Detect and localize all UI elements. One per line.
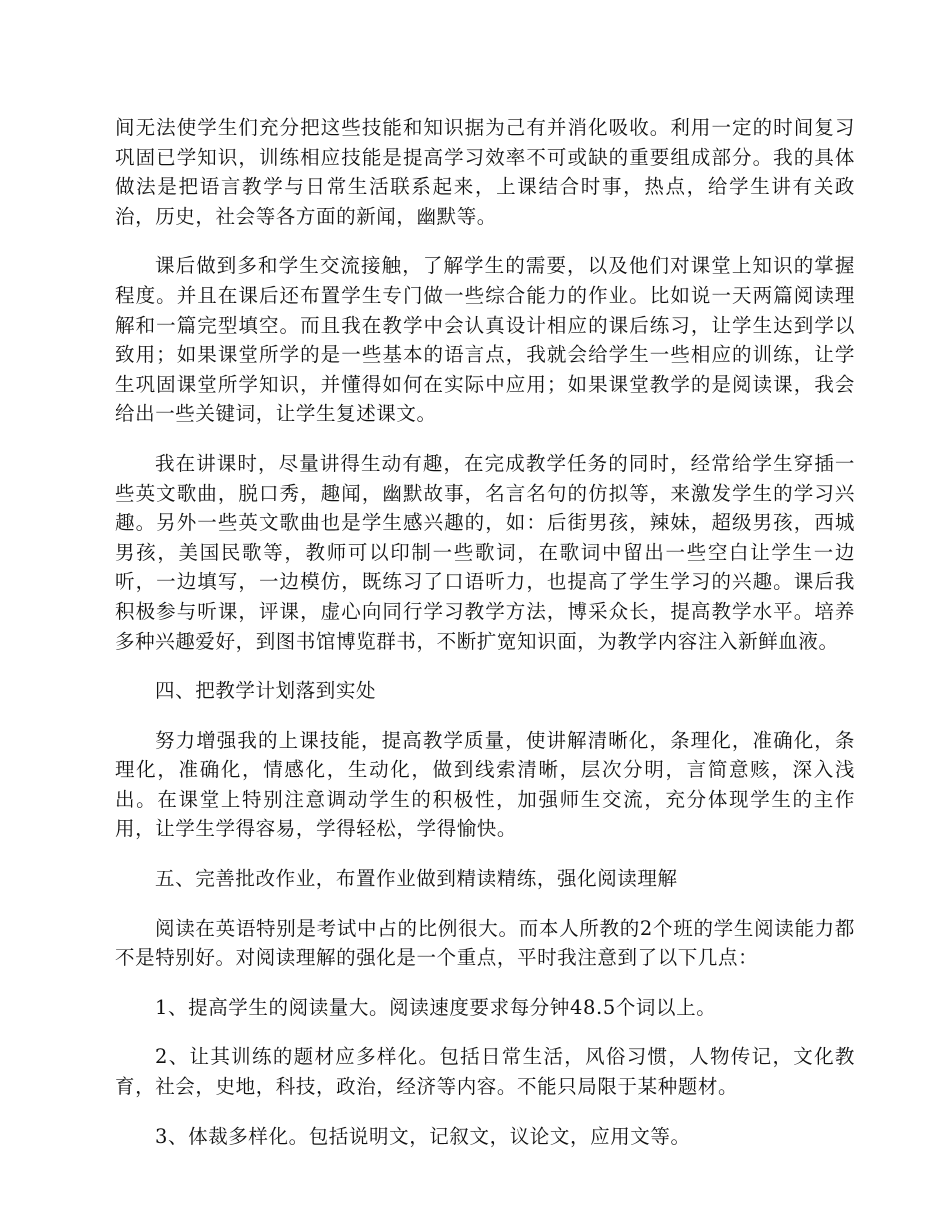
- section-heading-4: 四、把教学计划落到实处: [155, 679, 377, 703]
- paragraph-teaching-skills: 努力增强我的上课技能，提高教学质量，使讲解清晰化，条理化，准确化，条理化，准确化，情感化，生动化，做到线索清晰，层次分明，言简意赅，深入浅出。在课堂上特别注意调动学生的积极性，加强师生交流，充分体现学生的主作用，让学生学得容易，学得轻松，学得愉快。: [115, 728, 855, 841]
- paragraph-reading-importance: 阅读在英语特别是考试中占的比例很大。而本人所教的2个班的学生阅读能力都不是特别好。对阅读理解的强化是一个重点，平时我注意到了以下几点：: [115, 916, 855, 970]
- list-item-2: 2、让其训练的题材应多样化。包括日常生活，风俗习惯，人物传记，文化教育，社会，史地，科技，政治，经济等内容。不能只局限于某种题材。: [115, 1045, 855, 1099]
- list-item-1: 1、提高学生的阅读量大。阅读速度要求每分钟48.5个词以上。: [155, 995, 717, 1019]
- list-item-3: 3、体裁多样化。包括说明文，记叙文，议论文，应用文等。: [155, 1124, 691, 1148]
- paragraph-after-class-communication: 课后做到多和学生交流接触，了解学生的需要，以及他们对课堂上知识的掌握程度。并且在课后还布置学生专门做一些综合能力的作业。比如说一天两篇阅读理解和一篇完型填空。而且我在教学中会认真设计相应的课后练习，让学生达到学以致用；如果课堂所学的是一些基本的语言点，我就会给学生一些相应的训练，让学生巩固课堂所学知识，并懂得如何在实际中应用；如果课堂教学的是阅读课，我会给出一些关键词，让学生复述课文。: [115, 254, 855, 426]
- paragraph-lively-teaching: 我在讲课时，尽量讲得生动有趣，在完成教学任务的同时，经常给学生穿插一些英文歌曲，脱口秀，趣闻，幽默故事，名言名句的仿拟等，来激发学生的学习兴趣。另外一些英文歌曲也是学生感兴趣的，如：后街男孩，辣妹，超级男孩，西城男孩，美国民歌等，教师可以印制一些歌词，在歌词中留出一些空白让学生一边听，一边填写，一边模仿，既练习了口语听力，也提高了学生学习的兴趣。课后我积极参与听课，评课，虚心向同行学习教学方法，博采众长，提高教学水平。培养多种兴趣爱好，到图书馆博览群书，不断扩宽知识面，为教学内容注入新鲜血液。: [115, 451, 855, 653]
- section-heading-5: 五、完善批改作业，布置作业做到精读精练，强化阅读理解: [155, 867, 678, 891]
- paragraph-continuation: 间无法使学生们充分把这些技能和知识据为己有并消化吸收。利用一定的时间复习巩固已学知识，训练相应技能是提高学习效率不可或缺的重要组成部分。我的具体做法是把语言教学与日常生活联系起来，上课结合时事，热点，给学生讲有关政治，历史，社会等各方面的新闻，幽默等。: [115, 116, 855, 228]
- document-page: [115, 113, 855, 1171]
